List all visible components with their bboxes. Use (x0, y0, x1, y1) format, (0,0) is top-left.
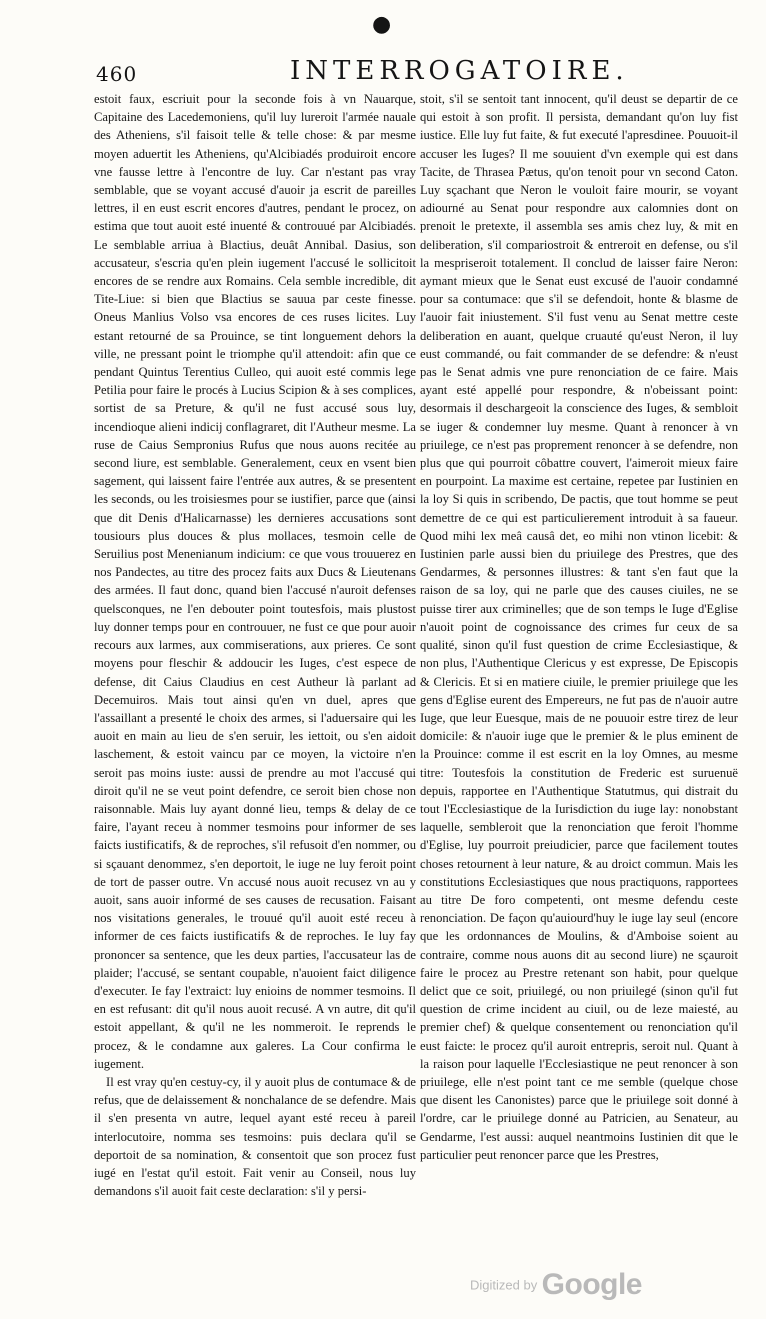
left-column (94, 90, 416, 1200)
google-watermark (470, 1268, 642, 1302)
running-head: INTERROGATOIRE. (290, 56, 629, 86)
left-paragraph-2: Il est vray qu'en cestuy-cy, il y auoit plus de contumace & de refus, que de delaissement & nonchalance de se defendre. Mais il s'en presenta vn autre, lequel ayant esté receu à pareil interlocutoire, nomma ses tesmoins: puis declara qu'il se deportoit de sa nomination, & consentoit que son procez fust iugé en l'estat qu'il estoit. Fait venir au Conseil, nous luy demandons s'il auoit fait ceste declaration: s'il y persi- (94, 1074, 416, 1199)
header-ornament: ● (372, 12, 392, 37)
google-logo: Google (541, 1268, 642, 1301)
left-paragraph-1: estoit faux, escriuit pour la seconde fois à vn Nauarque, Capitaine des Lacedemoniens, qu'il luy lureroit l'armée nauale des Atheniens, s'il faisoit telle & telle chose: & par mesme moyen aduertit les Atheniens, qu'Alcibiadés produiroit encore vne fausse lettre à l'encontre de luy. Car n'estant pas vray semblable, que se voyant accusé d'auoir ja escrit de pareilles lettres, il en eust escrit encores d'autres, pendant le procez, on estima que tout auoit esté inuenté & controuué par Alcibiadés. Le semblable arriua à Blactius, deuât Annibal. Dasius, son accusateur, s'escria qu'en plein iugement l'accusé le sollicitoit encores de se rendre aux Romains. Cela semble incredible, dit Tite-Liue: si bien que Blactius se sauua par ceste finesse. Oneus Manlius Volso vsa encores de ces ruses licites. Luy estant retourné de sa Prouince, se tint longuement dehors la ville, ne pressant point le triomphe qu'il attendoit: afin que ce pendant Quintus Terentius Culleo, qui auoit esté commis lege Petilia pour faire le procés à Lucius Scipion & à ses complices, sortist de sa Preture, & qu'il ne fust accusé sous luy, incendioque alieni indicij conflagraret, dit l'Autheur mesme. La ruse de Caius Sempronius Rufus que nous auons recitée au second liure, est semblable. Generalement, ceux en vsent bien sagement, qui laissent faire l'entrée aux autres, & se presentent les seconds, ou les troisiesmes pour se iustifier, parce que (ainsi que dit Denis d'Halicarnasse) les dernieres accusations sont tousiours plus douces & plus mollaces, tesmoin celle de Seruilius post Menenianum indicium: ce que vous trouuerez en nos Pandectes, au titre des procez faits aux Ducs & Lieutenans des armées. Il faut donc, quand bien l'accusé n'auroit defenses quelsconques, ne l'en debouter point toutesfois, mais plustost luy donner temps pour en controuuer, ne fust ce que pour auoir recours aux larmes, aux commiserations, aux prieres. Ce sont moyens pour fleschir & addoucir les Iuges, c'est espece de defense, dit Caius Claudius en cest Autheur là parlant ad Decemuiros. Mais tout ainsi qu'en vn duel, apres que l'assaillant a presenté le choix des armes, si l'aduersaire qui les auoit en main au lieu de s'en seruir, les iettoit, ou s'en aidoit laschement, & estoit vaincu par ce moyen, la victoire n'en seroit pas moins iuste: aussi de prendre au mot l'accusé qui diroit qu'il ne se veut point defendre, ce seroit bien chose non raisonnable. Mais luy ayant donné lieu, temps & delay de ce faire, l'ayant receu à nommer tesmoins pour informer de ses faicts iustificatifs, & de reproches, s'il refusoit d'en nommer, ou si sçauant denommez, s'en deportoit, le iuge ne luy feroit point de tort de passer outre. Vn accusé nous auoit recusez vn au y auoit, sans auoir informé de ses causes de recusation. Faisant nos visitations generales, le trouué qu'il auoit esté receu à informer de ces faicts iustificatifs & de reproches. Ie luy fay prononcer sa sentence, que les deux parties, l'accusateur las de plaider; l'accusé, se sentant coupable, n'auoient faict diligence d'executer. Ie fay l'extraict: luy enioins de nommer tesmoins. Il en est refusant: dit qu'il nous auoit recusé. A vn autre, dit qu'il estoit appellant, & qu'il ne les nommeroit. Ie reprends le procez, & le condamne aux galeres. La Cour confirma le iugement. (94, 92, 416, 1071)
page-number: 460 (96, 62, 138, 86)
right-column (420, 90, 738, 1164)
right-paragraph-1: stoit, s'il se sentoit tant innocent, qu'il deust se departir de ce qui estoit à son profit. Il persista, demandant qu'on luy fist iustice. Elle luy fut faite, & fut executé l'apresdinee. Pouuoit-il accuser les Iuges? Il me souuient d'vn exemple qui est dans Tacite, de Thrasea Pætus, qu'on tenoit pour vn second Caton. Luy sçachant que Neron le vouloit faire mourir, se voyant adiourné au Senat pour respondre aux calomnies dont on prenoit le pretexte, il assembla ses amis chez luy, & mit en deliberation, s'il compariostroit & entreroit en defense, ou s'il la mespriseroit totalement. Il conclud de laisser faire Neron: aymant mieux que le Senat eust excusé de l'auoir condamné pour sa contumace: que s'il se defendoit, honte & blasme de l'auoir fait iniustement. S'il fust venu au Senat mettre ceste deliberation en auant, quelque cruauté qu'eust Neron, il luy eust commandé, ou fait commander de se defendre: & n'eust pas le Senat admis vne pure renonciation de ce faire. Mais ayant esté appellé pour respondre, & n'obeissant point: desormais il deschargeoit la conscience des Iuges, & sembloit se iuger & condemner luy mesme. Quant à renoncer à vn priuilege, ce n'est pas proprement renoncer à se defendre, non plus que qui pourroit côbattre couvert, l'aimeroit mieux faire en pourpoint. La maxime est certaine, repetee par Iustinien en la loy Si quis in scribendo, De pactis, que tout homme se peut demettre de ce qui est particulierement introduit à sa faueur. Quod mihi lex meâ causâ det, eo mihi non vtinon licebit: & Iustinien parle aussi bien du priuilege des Prestres, que des Gendarmes, & personnes illustres: & tant s'en faut que la raison de sa loy, qui ne parle que des causes ciuiles, ne se puisse tirer aux criminelles; que de son temps le Iuge d'Eglise n'auoit point de cognoissance des crimes fur ceux de sa qualité, sinon qu'il fust question de crime Ecclesiastique, & non plus, l'Authentique Clericus y est expresse, De Episcopis & Clericis. Et si en matiere ciuile, le premier priuilege que les gens d'Eglise eurent des Empereurs, ne fut pas de n'auoir autre Iuge, que leur Euesque, mais de ne pouuoir estre tirez de leur domicile: & n'auoir iuge que le premier & le plus eminent de la Prouince: comme il est escrit en la loy Omnes, au mesme titre: Toutesfois la constitution de Frederic est suruenuë depuis, rapportee en l'Authentique Statutmus, qui distrait du tout l'Ecclesiastique de la Iurisdiction du iuge lay: nonobstant laquelle, sembleroit que la renonciation que feroit l'homme d'Eglise, luy pourroit preiudicier, parce que facilement toutes choses retournent à leur nature, & au droict commun. Mais les constitutions Ecclesiastiques que nous practiquons, rapportees au titre De foro competenti, ont mesme defendu ceste renonciation. De façon qu'auiourd'huy le iuge lay seul (encore que les ordonnances de Moulins, & d'Amboise soient au contraire, comme nous auons dit au second liure) ne sçauroit faire le procez au Prestre retenant son habit, pour quelque delict que ce soit, priuilegé, ou non priuilegé (sinon qu'il fut question de crime incident au ciuil, ou de leze maiesté, au premier chef) & quelque consentement ou renonciation qu'il eust faicte: le procez qu'il auroit entrepris, seroit nul. Quant à la raison pour laquelle l'Ecclesiastique ne peut renoncer à son priuilege, elle n'est point tant ce me semble (quelque chose que disent les Canonistes) parce que le priuilege soit donné à l'ordre, car le priuilege donné au Patricien, au Senateur, au Gendarme, l'est aussi: auquel neantmoins Iustinien dit que le particulier peut renoncer parce que les Prestres, (420, 92, 738, 1162)
watermark-prefix: Digitized by (470, 1277, 538, 1293)
